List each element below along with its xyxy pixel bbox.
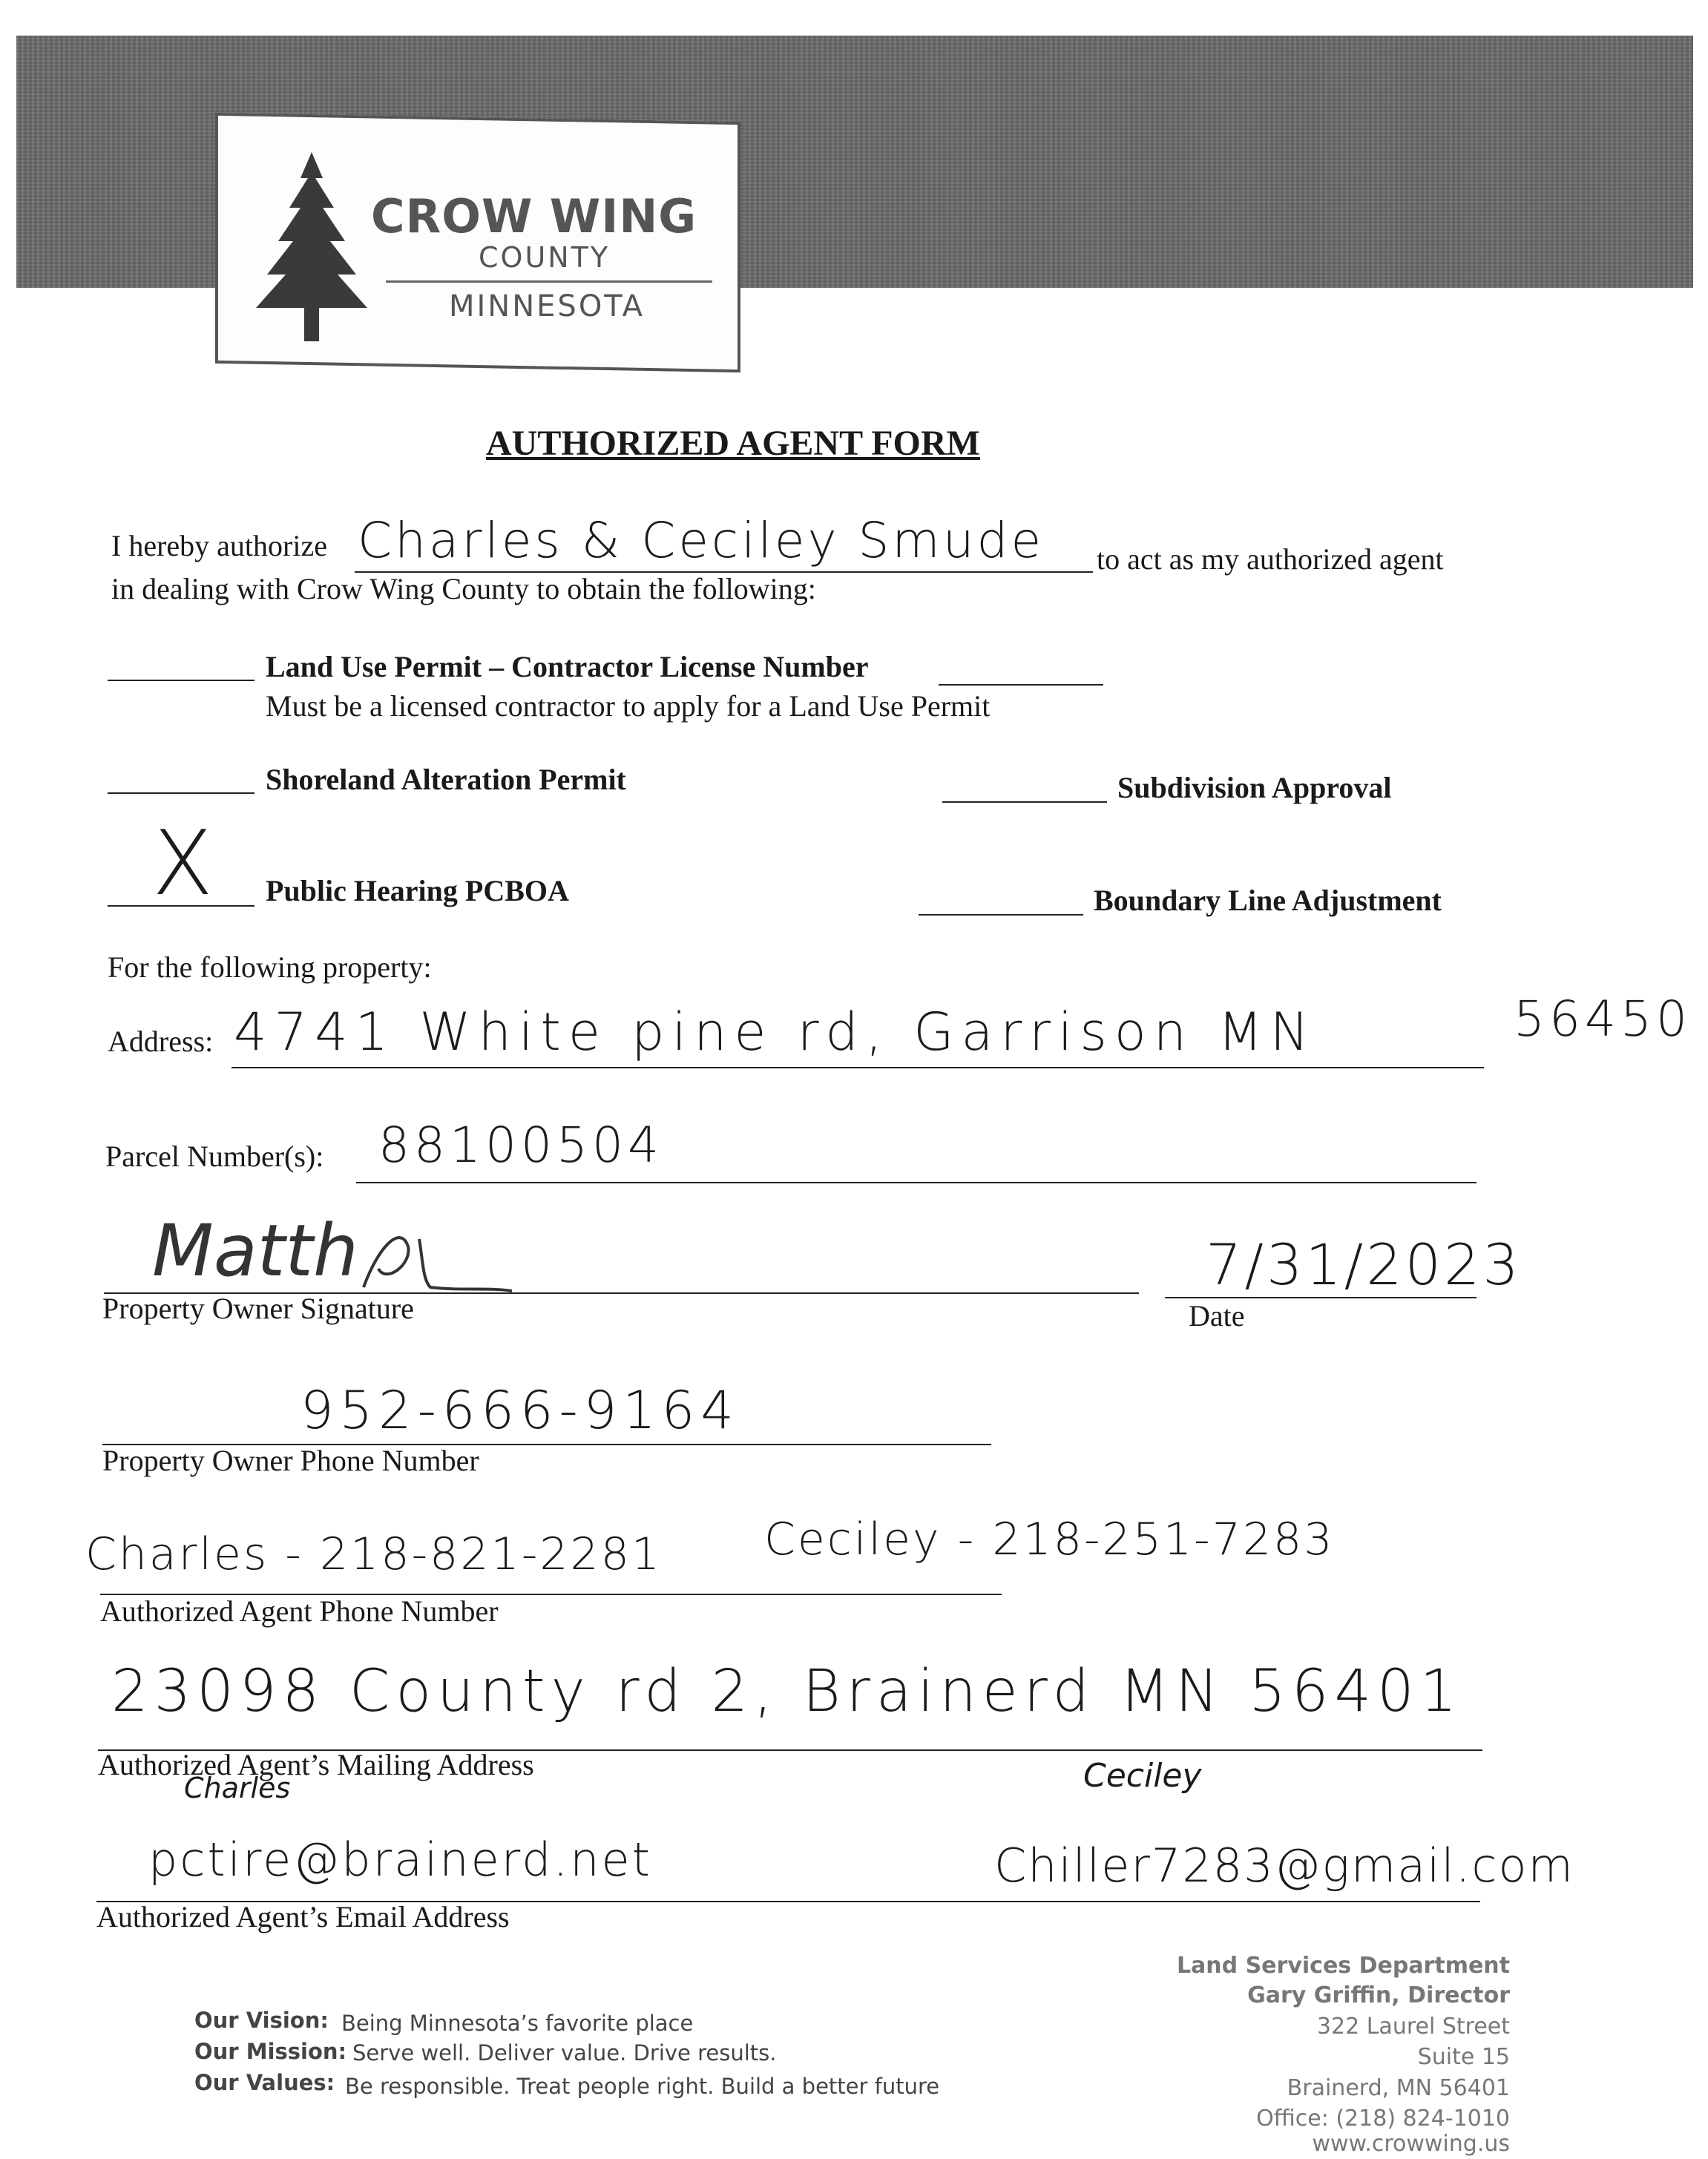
logo-county: COUNTY [479, 241, 611, 274]
address-label: Address: [108, 1025, 214, 1058]
parcel-label: Parcel Number(s): [105, 1140, 324, 1173]
email-name-ceciley: Ceciley [1083, 1757, 1202, 1795]
parcel-line[interactable] [356, 1182, 1477, 1183]
signature-flourish-icon [349, 1217, 519, 1298]
values-text: Be responsible. Treat people right. Build a better future [345, 2074, 940, 2099]
email-label: Authorized Agent’s Email Address [96, 1900, 510, 1933]
values-label: Our Values: [194, 2070, 335, 2095]
vision-text: Being Minnesota’s favorite place [341, 2011, 694, 2036]
subdivision-checkbox-line[interactable] [942, 801, 1107, 803]
logo-title: CROW WING [371, 189, 697, 243]
mailing-address-label: Authorized Agent’s Mailing Address [98, 1748, 534, 1781]
email-ceciley-handwritten: Chiller7283@gmail.com [994, 1838, 1574, 1893]
agent-name-handwritten: Charles & Ceciley Smude [358, 512, 1045, 569]
logo-divider [386, 280, 712, 283]
form-title: AUTHORIZED AGENT FORM [486, 424, 980, 463]
land-use-note: Must be a licensed contractor to apply for a Land Use Permit [266, 689, 991, 723]
email-charles-handwritten: pctire@brainerd.net [148, 1833, 652, 1887]
dept-website[interactable]: www.crowwing.us [1312, 2131, 1510, 2157]
agent-phone-ceciley-handwritten: Ceciley - 218-251-7283 [764, 1514, 1335, 1565]
land-use-label: Land Use Permit – Contractor License Number [266, 650, 869, 683]
shoreland-label: Shoreland Alteration Permit [266, 763, 626, 796]
signature-label: Property Owner Signature [102, 1292, 414, 1325]
owner-phone-label: Property Owner Phone Number [102, 1444, 479, 1477]
agent-phone-label: Authorized Agent Phone Number [100, 1594, 499, 1628]
boundary-label: Boundary Line Adjustment [1094, 884, 1442, 917]
dept-office: Office: (218) 824-1010 [1256, 2106, 1510, 2132]
authorize-suffix: to act as my authorized agent [1097, 542, 1444, 576]
parcel-handwritten: 88100504 [378, 1117, 663, 1174]
public-hearing-check-mark: X [152, 812, 214, 916]
authorize-prefix: I hereby authorize [111, 529, 327, 562]
authorize-line2: in dealing with Crow Wing County to obtain the following: [111, 572, 816, 605]
owner-phone-handwritten: 952-666-9164 [300, 1380, 740, 1441]
dept-name: Land Services Department [1176, 1953, 1510, 1979]
land-use-checkbox-line[interactable] [108, 680, 254, 681]
mission-label: Our Mission: [194, 2039, 347, 2064]
date-handwritten: 7/31/2023 [1206, 1232, 1522, 1298]
owner-signature: Matth [152, 1209, 358, 1292]
date-label: Date [1189, 1299, 1245, 1332]
property-intro: For the following property: [108, 950, 432, 984]
subdivision-label: Subdivision Approval [1117, 771, 1392, 804]
logo-state: MINNESOTA [449, 289, 645, 323]
email-name-charles: Charles [184, 1772, 291, 1804]
public-hearing-label: Public Hearing PCBOA [266, 874, 569, 907]
dept-suite: Suite 15 [1417, 2044, 1510, 2070]
shoreland-checkbox-line[interactable] [108, 792, 254, 794]
dept-director: Gary Griffin, Director [1247, 1982, 1510, 2008]
address-handwritten: 4741 White pine rd, Garrison MN [234, 1002, 1317, 1062]
dept-street: 322 Laurel Street [1316, 2014, 1510, 2040]
mailing-address-handwritten: 23098 County rd 2, Brainerd MN 56401 [111, 1658, 1463, 1725]
vision-label: Our Vision: [194, 2008, 329, 2033]
license-number-line[interactable] [939, 684, 1103, 686]
boundary-checkbox-line[interactable] [919, 914, 1083, 916]
agent-phone-charles-handwritten: Charles - 218-821-2281 [85, 1528, 663, 1580]
mission-text: Serve well. Deliver value. Drive results. [352, 2040, 777, 2066]
address-line[interactable] [231, 1067, 1484, 1068]
address-zip-handwritten: 56450 [1514, 990, 1692, 1048]
pine-tree-icon [230, 148, 393, 349]
dept-city: Brainerd, MN 56401 [1287, 2075, 1510, 2101]
